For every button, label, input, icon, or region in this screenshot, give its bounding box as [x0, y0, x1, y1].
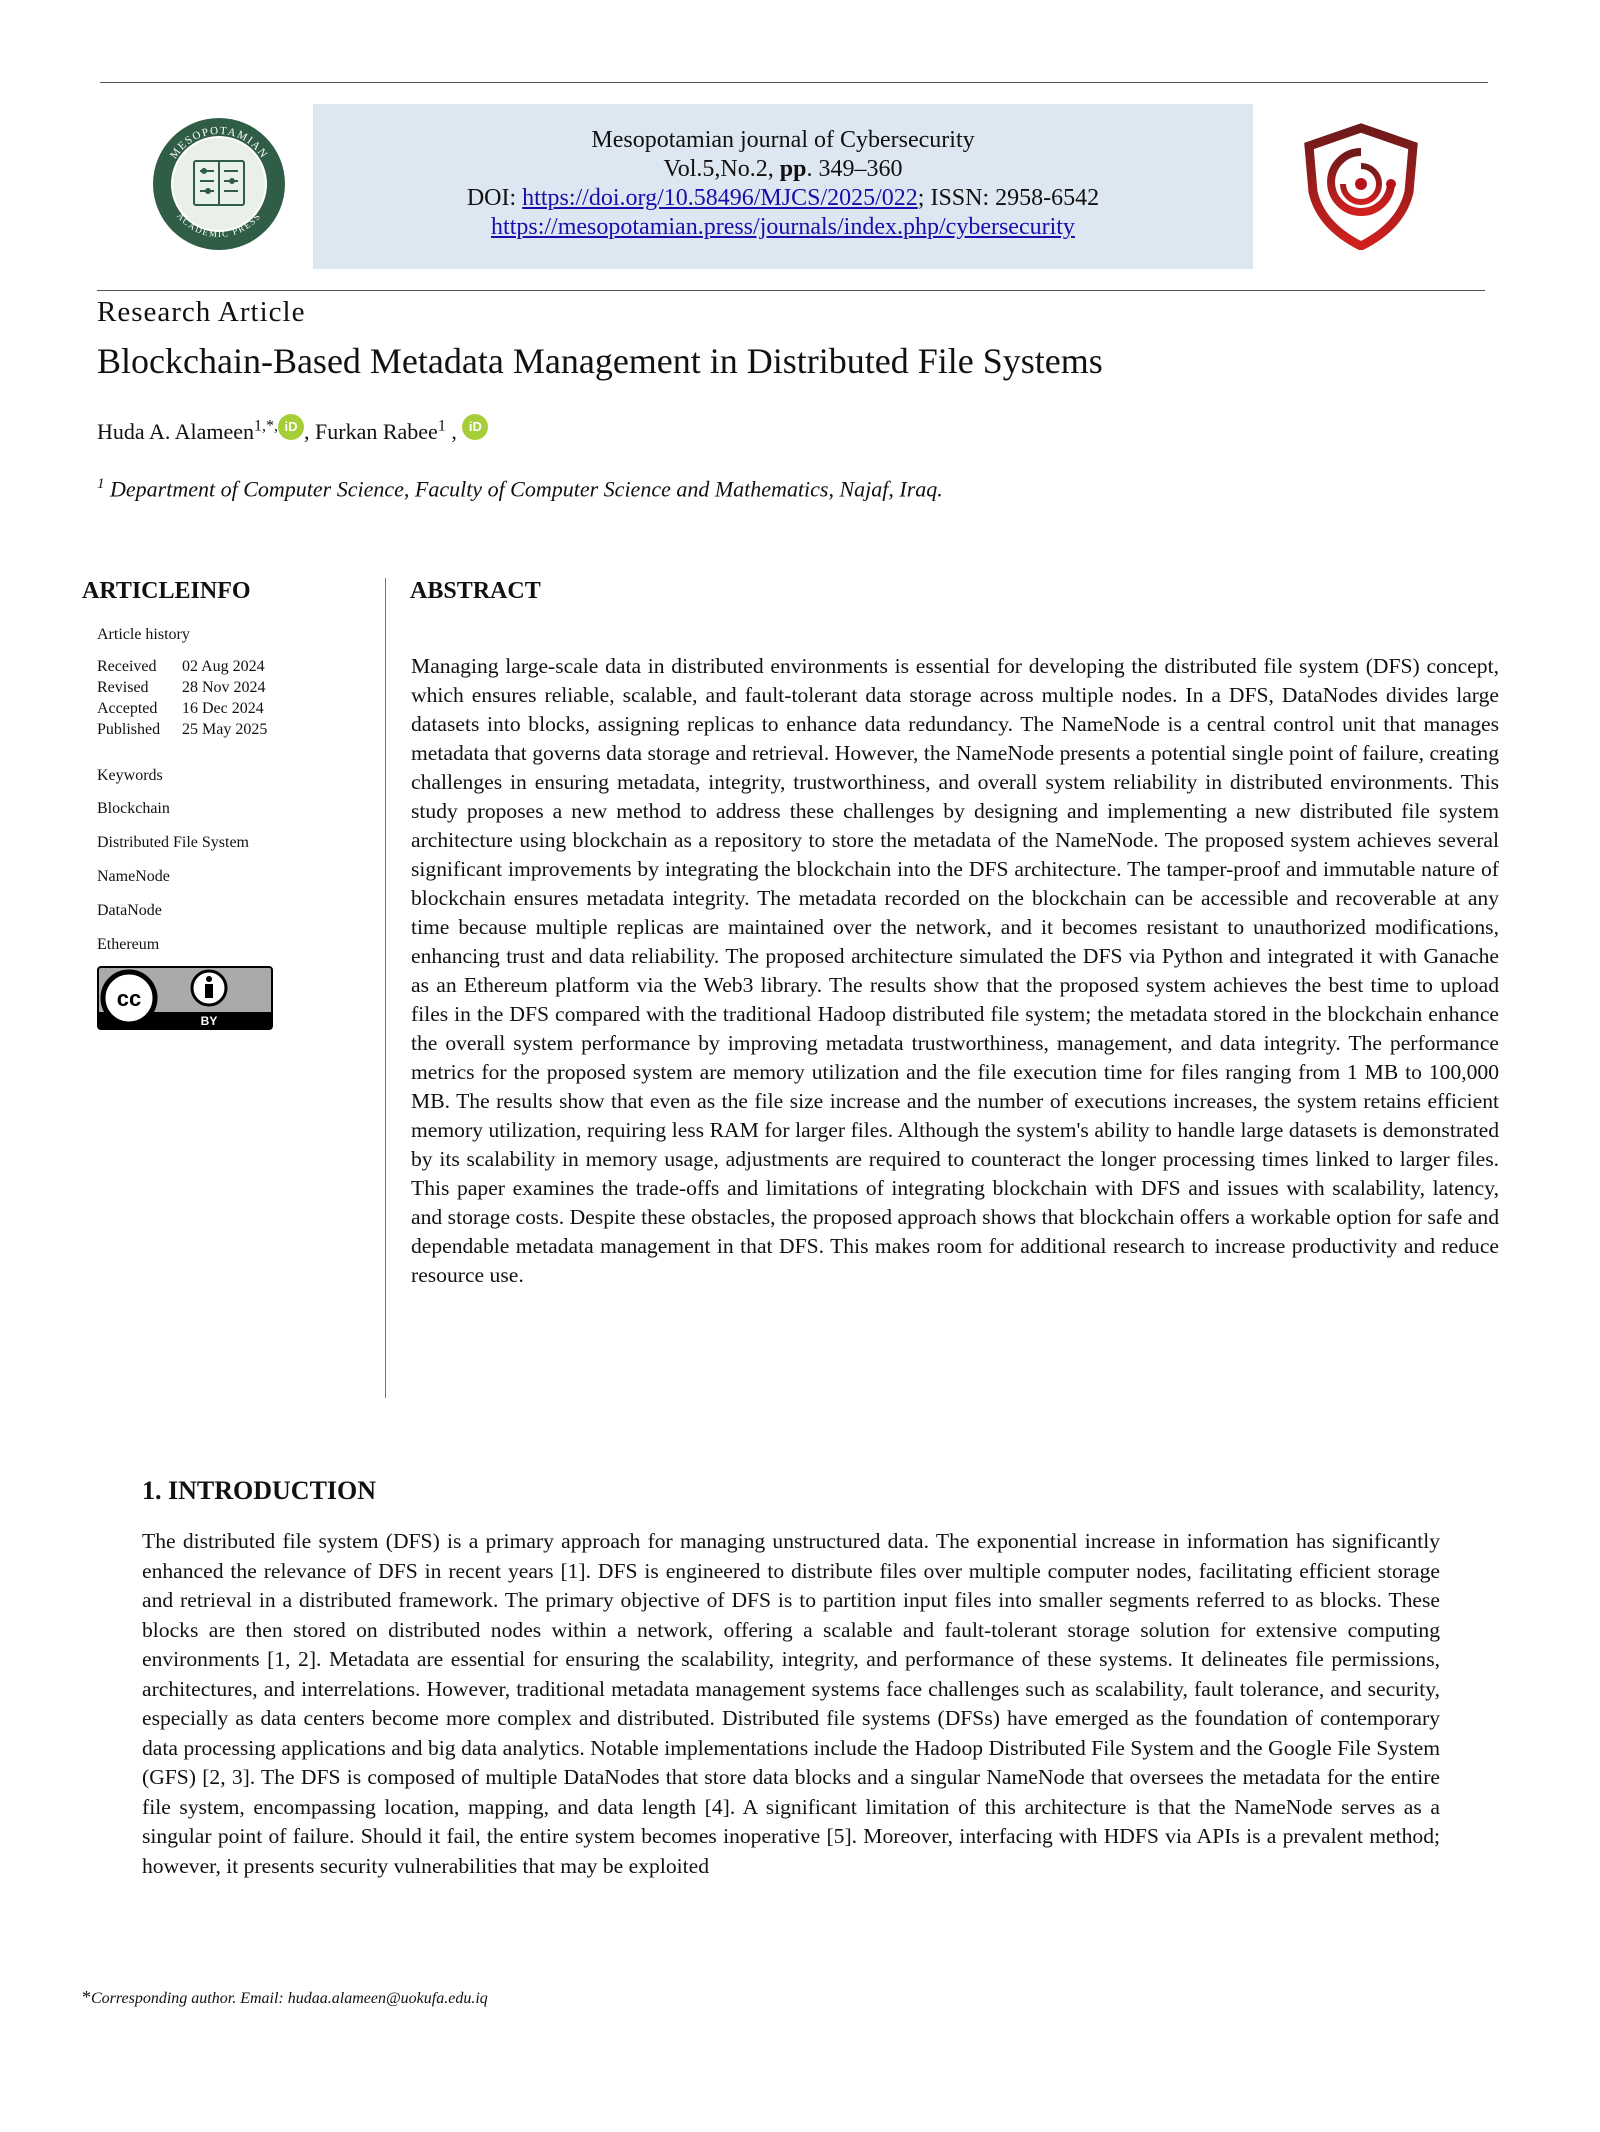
- history-row: [97, 658, 265, 676]
- volume-text: Vol.5,No.2,: [663, 156, 780, 182]
- history-label: Revised: [97, 679, 149, 696]
- orcid-icon[interactable]: iD: [278, 414, 304, 440]
- svg-text:cc: cc: [116, 986, 142, 1011]
- affiliation: [97, 476, 943, 502]
- history-date: 25 May 2025: [182, 721, 268, 738]
- cc-by-text: BY: [200, 1014, 218, 1028]
- author-name: , Furkan Rabee: [304, 419, 438, 444]
- footnote-text: Corresponding author. Email: hudaa.alameen@uokufa.edu.iq: [91, 1990, 488, 2007]
- history-row: [97, 721, 267, 739]
- footnote-star: *: [82, 1987, 91, 2007]
- author-name: Huda A. Alameen: [97, 419, 255, 444]
- journal-volume-pages: [313, 155, 1253, 184]
- journal-name: Mesopotamian journal of Cybersecurity: [591, 127, 975, 153]
- author-affil-mark: 1,*,: [254, 417, 279, 435]
- abstract-heading: ABSTRACT: [410, 578, 541, 604]
- pages-text: . 349–360: [806, 156, 903, 182]
- keywords-label: Keywords: [97, 767, 163, 784]
- column-divider: [385, 578, 386, 1398]
- introduction-heading: 1. INTRODUCTION: [142, 1476, 377, 1505]
- doi-label: DOI:: [466, 185, 523, 211]
- mesopotamian-press-logo: [152, 117, 286, 251]
- doi-line: [313, 184, 1253, 213]
- history-label: Accepted: [97, 700, 158, 717]
- author-affil-mark: 1: [437, 417, 446, 435]
- abstract-text: Managing large-scale data in distributed environments is essential for developing the distributed file system (DFS) concept, which ensures reliable, scalable, and fault-tolerant data storage across multiple nodes. In a DFS, DataNodes divides large datasets into blocks, assigning replicas to enhance data redundancy. The NameNode is a central control unit that manages metadata that governs data storage and retrieval. However, the NameNode presents a potential single point of failure, creating challenges in ensuring metadata, integrity, trustworthiness, and overall system reliability in distributed environments. This study proposes a new method to address these challenges by designing and implementing a new distributed file system architecture using blockchain as a repository to store the metadata of the NameNode. The proposed system achieves several significant improvements by integrating the blockchain into the DFS architecture. The tamper-proof and immutable nature of blockchain ensures metadata integrity. The metadata recorded on the blockchain can be accessible and recoverable at any time because multiple replicas are maintained over the network, and it becomes resistant to unauthorized modifications, enhancing trust and data reliability. The proposed architecture simulated the DFS via Python and integrated it with Ganache as an Ethereum platform via the Web3 library. The results show that the proposed system achieves the best time to upload files in the DFS compared with the traditional Hadoop distributed file system; the metadata stored in the blockchain enhance the overall system performance by improving metadata trustworthiness, management, and data integrity. The performance metrics for the proposed system are memory utilization and the file execution time for files ranging from 1 MB to 100,000 MB. The results show that even as the file size increase and the number of executions increases, the system retains efficient memory utilization, requiring less RAM for larger files. Although the system's ability to handle large datasets is demonstrated by its scalability in memory usage, adjustments are required to counteract the longer processing times linked to larger files. This paper examines the trade-offs and limitations of integrating blockchain with DFS and issues with scalability, latency, and storage costs. Despite these obstacles, the proposed approach shows that blockchain offers a workable option for safe and dependable metadata management in that DFS. This makes room for additional research to increase productivity and reduce resource use.: [411, 654, 1499, 1287]
- header-bottom-rule: [97, 290, 1485, 291]
- affiliation-mark: 1: [97, 476, 105, 492]
- keyword-item: DataNode: [97, 902, 162, 919]
- history-date: 28 Nov 2024: [182, 679, 266, 696]
- article-type-label: Research Article: [97, 296, 306, 328]
- introduction-text: The distributed file system (DFS) is a primary approach for managing unstructured data. The exponential increase in information has significantly enhanced the relevance of DFS in recent years [1]. DFS is engineered to distribute files over multiple computer nodes, facilitating efficient storage and retrieval in a distributed framework. The primary objective of DFS is to partition input files into smaller segments referred to as blocks. These blocks are then stored on distributed nodes within a network, offering a scalable and fault-tolerant storage solution for extensive computing environments [1, 2]. Metadata are essential for ensuring the scalability, integrity, and performance of these systems. It delineates file permissions, architectures, and interrelations. However, traditional metadata management systems face challenges such as scalability, fault tolerance, and security, especially as data centers become more complex and distributed. Distributed file systems (DFSs) have emerged as the foundation of contemporary data processing applications and big data analytics. Notable implementations include the Hadoop Distributed File System and the Google File System (GFS) [2, 3]. The DFS is composed of multiple DataNodes that store data blocks and a singular NameNode that oversees the metadata for the entire file system, encompassing location, mapping, and data length [4]. A significant limitation of this architecture is that the NameNode serves as a singular point of failure. Should it fail, the entire system becomes inoperative [5]. Moreover, interfacing with HDFS via APIs is a prevalent method; however, it presents security vulnerabilities that may be exploited: [142, 1529, 1440, 1878]
- history-label: Published: [97, 721, 161, 738]
- cc-by-license-icon: [97, 966, 273, 1030]
- top-rule: [100, 82, 1488, 83]
- issn-text: ; ISSN: 2958-6542: [917, 185, 1100, 211]
- logo-bottom-text: ACADEMIC PRESS: [175, 210, 263, 240]
- keyword-item: Ethereum: [97, 936, 160, 953]
- doi-link[interactable]: https://doi.org/10.58496/MJCS/2025/022: [522, 185, 918, 211]
- author-separator: ,: [451, 419, 457, 444]
- keyword-item: Distributed File System: [97, 834, 249, 851]
- article-info-heading: ARTICLEINFO: [82, 578, 251, 604]
- article-history-label: Article history: [97, 626, 190, 643]
- cybersecurity-shield-logo: [1297, 122, 1425, 250]
- affiliation-text: Department of Computer Science, Faculty of Computer Science and Mathematics, Najaf, Iraq.: [110, 476, 943, 502]
- history-date: 02 Aug 2024: [182, 658, 265, 675]
- journal-header-box: [313, 104, 1253, 269]
- paper-title: Blockchain-Based Metadata Management in Distributed File Systems: [97, 341, 1103, 381]
- orcid-icon[interactable]: iD: [462, 414, 488, 440]
- history-row: [97, 679, 266, 697]
- history-row: [97, 700, 264, 718]
- logo-top-text: MESOPOTAMIAN: [167, 124, 271, 162]
- history-label: Received: [97, 658, 157, 675]
- history-date: 16 Dec 2024: [182, 700, 264, 717]
- keyword-item: Blockchain: [97, 800, 170, 817]
- journal-url-link[interactable]: https://mesopotamian.press/journals/index.php/cybersecurity: [491, 214, 1075, 240]
- corresponding-author-footnote: [82, 1987, 488, 2008]
- keyword-item: NameNode: [97, 868, 170, 885]
- authors-line: [97, 414, 488, 445]
- pp-label: pp: [779, 156, 807, 182]
